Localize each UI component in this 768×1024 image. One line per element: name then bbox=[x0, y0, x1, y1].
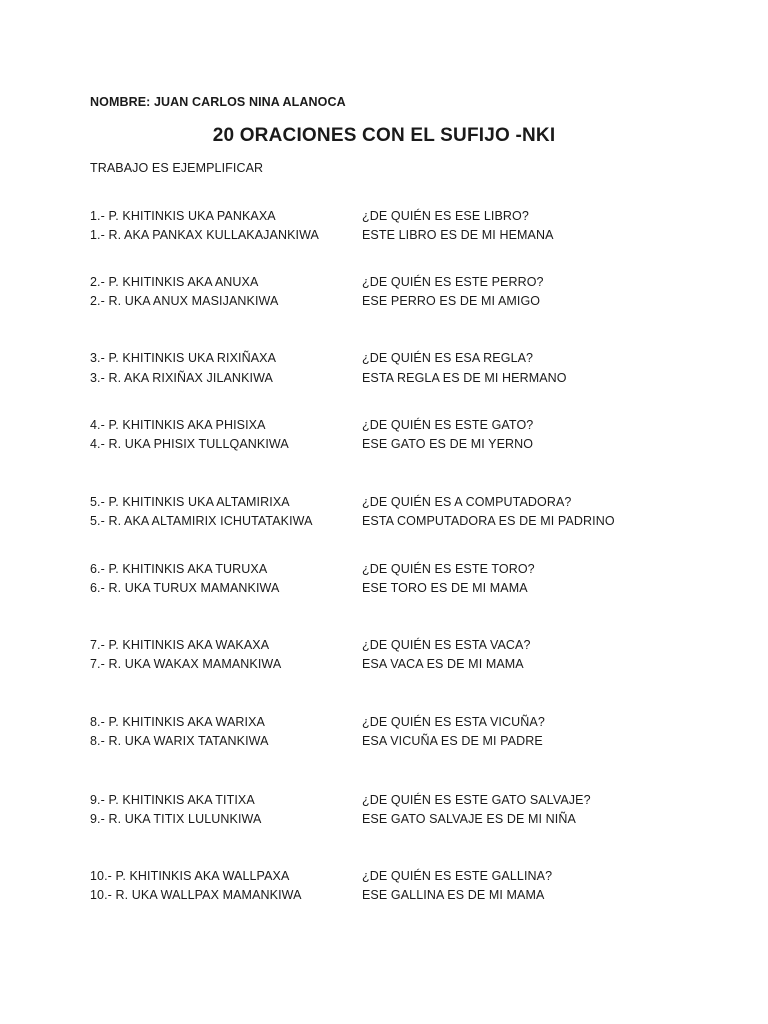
aymara-question-1: 1.- P. KHITINKIS UKA PANKAXA bbox=[90, 209, 276, 223]
aymara-answer-10: 10.- R. UKA WALLPAX MAMANKIWA bbox=[90, 888, 302, 902]
spanish-answer-9: ESE GATO SALVAJE ES DE MI NIÑA bbox=[362, 812, 576, 826]
aymara-answer-2: 2.- R. UKA ANUX MASIJANKIWA bbox=[90, 294, 279, 308]
page-title: 20 ORACIONES CON EL SUFIJO -NKI bbox=[212, 125, 556, 146]
aymara-question-3: 3.- P. KHITINKIS UKA RIXIÑAXA bbox=[90, 351, 277, 365]
aymara-question-4: 4.- P. KHITINKIS AKA PHISIXA bbox=[90, 418, 266, 432]
spanish-answer-4: ESE GATO ES DE MI YERNO bbox=[362, 437, 534, 451]
spanish-answer-10: ESE GALLINA ES DE MI MAMA bbox=[362, 888, 545, 902]
spanish-question-8: ¿DE QUIÉN ES ESTA VICUÑA? bbox=[362, 715, 545, 729]
spanish-question-4: ¿DE QUIÉN ES ESTE GATO? bbox=[362, 418, 534, 432]
spanish-answer-3: ESTA REGLA ES DE MI HERMANO bbox=[362, 371, 567, 385]
aymara-question-9: 9.- P. KHITINKIS AKA TITIXA bbox=[90, 793, 255, 807]
spanish-question-7: ¿DE QUIÉN ES ESTA VACA? bbox=[362, 638, 531, 652]
aymara-question-2: 2.- P. KHITINKIS AKA ANUXA bbox=[90, 275, 259, 289]
spanish-answer-7: ESA VACA ES DE MI MAMA bbox=[362, 657, 524, 671]
aymara-answer-4: 4.- R. UKA PHISIX TULLQANKIWA bbox=[90, 437, 289, 451]
aymara-question-8: 8.- P. KHITINKIS AKA WARIXA bbox=[90, 715, 265, 729]
aymara-answer-3: 3.- R. AKA RIXIÑAX JILANKIWA bbox=[90, 371, 273, 385]
spanish-question-6: ¿DE QUIÉN ES ESTE TORO? bbox=[362, 562, 535, 576]
spanish-question-2: ¿DE QUIÉN ES ESTE PERRO? bbox=[362, 275, 544, 289]
aymara-answer-6: 6.- R. UKA TURUX MAMANKIWA bbox=[90, 581, 280, 595]
assignment-subtitle: TRABAJO ES EJEMPLIFICAR bbox=[90, 161, 264, 175]
aymara-question-6: 6.- P. KHITINKIS AKA TURUXA bbox=[90, 562, 268, 576]
spanish-question-10: ¿DE QUIÉN ES ESTE GALLINA? bbox=[362, 869, 553, 883]
spanish-answer-1: ESTE LIBRO ES DE MI HEMANA bbox=[362, 228, 554, 242]
aymara-answer-1: 1.- R. AKA PANKAX KULLAKAJANKIWA bbox=[90, 228, 319, 242]
aymara-question-10: 10.- P. KHITINKIS AKA WALLPAXA bbox=[90, 869, 290, 883]
aymara-question-7: 7.- P. KHITINKIS AKA WAKAXA bbox=[90, 638, 270, 652]
aymara-answer-8: 8.- R. UKA WARIX TATANKIWA bbox=[90, 734, 269, 748]
spanish-question-5: ¿DE QUIÉN ES A COMPUTADORA? bbox=[362, 495, 572, 509]
student-name: NOMBRE: JUAN CARLOS NINA ALANOCA bbox=[90, 95, 346, 109]
aymara-answer-5: 5.- R. AKA ALTAMIRIX ICHUTATAKIWA bbox=[90, 514, 313, 528]
spanish-answer-2: ESE PERRO ES DE MI AMIGO bbox=[362, 294, 541, 308]
aymara-answer-9: 9.- R. UKA TITIX LULUNKIWA bbox=[90, 812, 262, 826]
spanish-question-1: ¿DE QUIÉN ES ESE LIBRO? bbox=[362, 209, 529, 223]
spanish-answer-5: ESTA COMPUTADORA ES DE MI PADRINO bbox=[362, 514, 615, 528]
spanish-question-3: ¿DE QUIÉN ES ESA REGLA? bbox=[362, 351, 534, 365]
spanish-question-9: ¿DE QUIÉN ES ESTE GATO SALVAJE? bbox=[362, 793, 591, 807]
spanish-answer-6: ESE TORO ES DE MI MAMA bbox=[362, 581, 528, 595]
aymara-answer-7: 7.- R. UKA WAKAX MAMANKIWA bbox=[90, 657, 282, 671]
spanish-answer-8: ESA VICUÑA ES DE MI PADRE bbox=[362, 734, 543, 748]
aymara-question-5: 5.- P. KHITINKIS UKA ALTAMIRIXA bbox=[90, 495, 290, 509]
